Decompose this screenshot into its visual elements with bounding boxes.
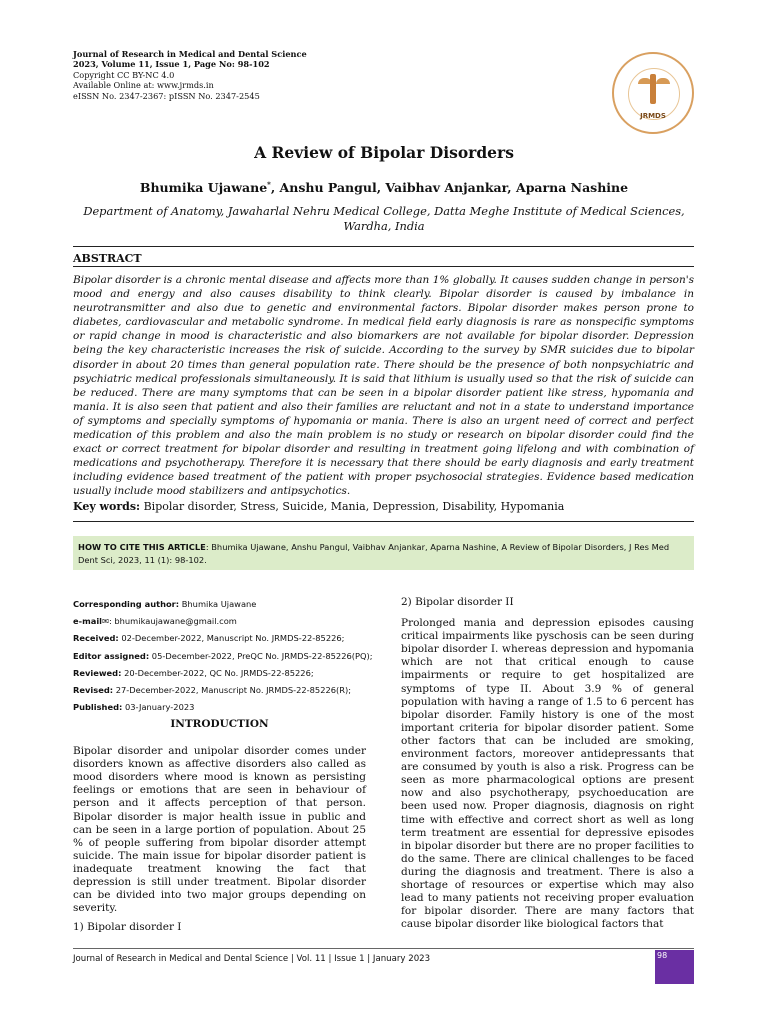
published-value: 03-January-2023 [122,702,195,713]
caduceus-icon [650,74,656,104]
page-number: 98 [655,950,694,984]
corresponding-author [73,596,373,613]
left-column [73,718,366,934]
bipolar-2-paragraph: Prolonged mania and depression episodes causing critical impairments like pyschosis can be seen during bipolar disorder I. whereas depression and hypomania which are not that critical enough to cause impairments or require to get hospitalized are symptoms of type II. About 3.9 % of general population with having a range of 1.5 to 6 percent has bipolar disorder. Family history is one of the most important criteria for bipolar disorder patient. Some other factors that can be included are smoking, environment factors, moreover antidepressants that are consumed by youth is also a risk. Progress can be seen as more pharmacological options are present now and also psychotherapy, psychoeducation are been used now. Proper diagnosis, diagnosis on right time with effective and correct short as well as long term treatment are essential for depressive episodes in bipolar disorder but there are no proper facilities to do the same. There are clinical challenges to be faced during the diagnosis and treatment. There is also a shortage of resources or expertise which may also lead to many patients not receiving proper evaluation for bipolar disorder. There are many factors that cause bipolar disorder like biological factors that [401,617,694,931]
divider-abstract [73,266,694,267]
journal-logo [612,52,694,134]
subheading-bipolar-1: 1) Bipolar disorder I [73,921,182,934]
corr-value: Bhumika Ujawane [179,599,257,609]
email-line [73,613,373,630]
logo-wing-right [656,78,670,84]
editor-value: 05-December-2022, PreQC No. JRMDS-22-85226(PQ); [149,650,373,661]
email-label: e-mail [73,616,103,627]
email-value[interactable]: : bhumikaujawane@gmail.com [108,616,237,627]
revised-line [73,682,373,699]
copyright: Copyright CC BY-NC 4.0 [73,69,175,80]
authors-rest: , Anshu Pangul, Vaibhav Anjankar, Aparna Nashine [270,180,629,196]
issn: eISSN No. 2347-2367: pISSN No. 2347-2545 [73,90,260,101]
intro-paragraph: Bipolar disorder and unipolar disorder comes under disorders known as affective disorders also called as mood disorders where mood is known as persisting feelings or emotions that are seen in behaviour of person and it affects perception of that person. Bipolar disorder is major health issue in public and can be seen in a large portion of population. About 25 % of people suffering from bipolar disorder attempt suicide. The main issue for bipolar disorder patient is inadequate treatment knowing the fact that depression is still under treatment. Bipolar disorder can be divided into two major groups depending on severity. [73,745,366,915]
logo-label: JRMDS [640,112,666,120]
divider-top [73,246,694,247]
editor-label: Editor assigned: [73,650,150,661]
keywords-label: Key words: [73,500,141,513]
received-line [73,630,373,647]
received-label: Received: [73,633,119,644]
abstract-heading: ABSTRACT [73,252,142,265]
keywords [73,500,694,513]
citation-box [73,536,694,570]
citation-text: : Bhumika Ujawane, Anshu Pangul, Vaibhav Anjankar, Aparna Nashine, A Review of Bipolar Disorders, J Res Med Dent Sci, 2023, 11 (1): 98-102. [78,542,670,565]
abstract-text: Bipolar disorder is a chronic mental disease and affects more than 1% globally. It causes sudden change in person's mood and energy and also causes disability to think clearly. Bipolar disorder is caused by imbalance in neurotransmitter and also due to genetic and environmental factors. Bipolar disorder makes person prone to diabetes, cardiovascular and metabolic syndrome. In medical field early diagnosis is rare as nonspecific symptoms or rapid change in mood is characteristic and also biomarkers are not available for bipolar disorder. Depression being the key characteristic increases the risk of suicide. According to the survey by SMR suicides due to bipolar disorder in about 20 times than general population rate. There should be the presence of both nonpsychiatric and psychiatric medical professionals simultaneously. It is said that lithium is usually used so that the risk of suicide can be reduced. There are many symptoms that can be seen in a bipolar disorder patient like stress, hypomania and mania. It is also seen that patient and also their families are reluctant and not in a state to understand importance of symptoms and specially symptoms of hypomania or mania. There is also an urgent need of correct and perfect medication of this problem and also the main problem is no study or research on bipolar disorder could find the exact or correct treatment for bipolar disorder and resulting in treatment going lifelong and with combination of medications and psychotherapy. Therefore it is necessary that there should be early diagnosis and early treatment including evidence based treatment of the patient with proper psychosocial strategies. Evidence based medication usually include mood stabilizers and antipsychotics. [73,274,694,498]
reviewed-label: Reviewed: [73,667,122,678]
author-first: Bhumika Ujawane [139,180,268,196]
journal-name: Journal of Research in Medical and Dental Science [73,49,307,59]
reviewed-line [73,665,373,682]
divider-keywords [73,521,694,522]
footer-text: Journal of Research in Medical and Dental Science | Vol. 11 | Issue 1 | January 2023 [73,954,431,964]
editor-line [73,648,373,665]
affiliation: Department of Anatomy, Jawaharlal Nehru Medical College, Datta Meghe Institute of Medical Sciences, Wardha, India [83,204,685,233]
article-authors [0,180,768,195]
online-url[interactable]: Available Online at: www.jrmds.in [73,80,214,91]
corr-label: Corresponding author: [73,599,180,609]
journal-header [73,49,307,101]
reviewed-value: 20-December-2022, QC No. JRMDS-22-85226; [121,667,314,678]
revised-label: Revised: [73,685,114,696]
section-heading-introduction: INTRODUCTION [170,718,269,730]
article-meta [73,596,373,716]
envelope-icon: ✉ [102,616,109,627]
published-line [73,699,373,716]
subheading-bipolar-2: 2) Bipolar disorder II [401,596,514,608]
citation-label: HOW TO CITE THIS ARTICLE [78,542,206,552]
article-title: A Review of Bipolar Disorders [254,143,514,162]
journal-volume: 2023, Volume 11, Issue 1, Page No: 98-102 [73,59,270,70]
corresponding-mark: * [267,180,271,189]
received-value: 02-December-2022, Manuscript No. JRMDS-22-85226; [118,633,345,644]
revised-value: 27-December-2022, Manuscript No. JRMDS-22-85226(R); [113,685,352,696]
keywords-text: Bipolar disorder, Stress, Suicide, Mania, Depression, Disability, Hypomania [140,500,565,513]
footer-divider [73,948,694,949]
right-column [401,596,694,931]
published-label: Published: [73,702,123,713]
